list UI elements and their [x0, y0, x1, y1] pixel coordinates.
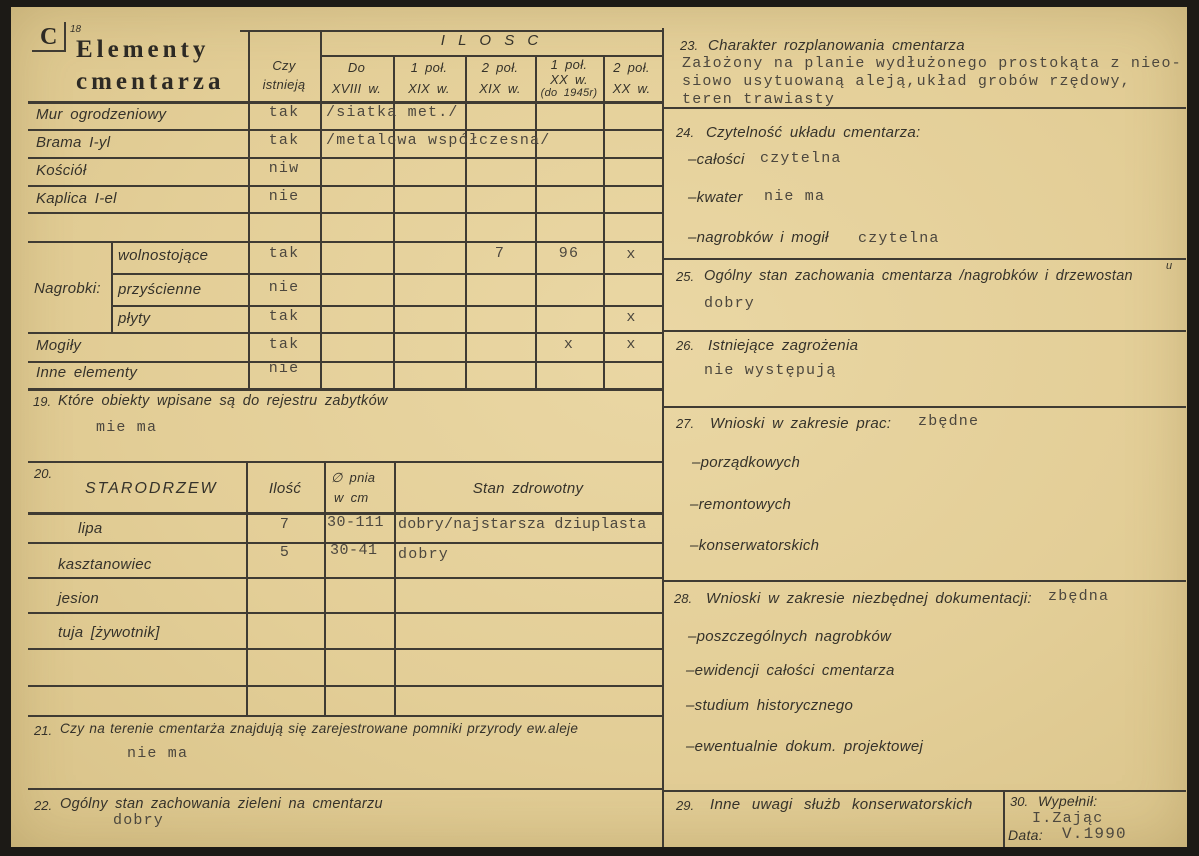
- scan-edge-bottom: [0, 847, 1199, 856]
- t1-row-line: [28, 332, 662, 334]
- s22-top-line: [28, 788, 662, 790]
- t1-bottom-line: [28, 388, 662, 391]
- s28-item4-label: –ewentualnie dokum. projektowej: [686, 738, 924, 755]
- t20-name-header: STARODRZEW: [85, 480, 218, 497]
- form-code-superscript: 18: [70, 24, 82, 35]
- t1-grouprow-label: przyścienne: [118, 281, 202, 298]
- t1-grouprow-label: wolnostojące: [118, 247, 209, 264]
- t20-row-diameter: 30-41: [330, 542, 378, 559]
- t1-col4-l1: 1 poł.: [550, 57, 588, 72]
- s21-label: Czy na terenie cmentarża znajdują się zarejestrowane pomniki przyrody ew.aleje: [60, 721, 579, 736]
- s27-label: Wnioski w zakresie prac:: [710, 415, 892, 432]
- s23-text-line3: teren trawiasty: [682, 91, 836, 108]
- t1-row-label: Kaplica I-el: [36, 190, 117, 207]
- t1-ilosc-underline: [320, 55, 662, 57]
- s25-label-superscript: u: [1166, 260, 1173, 272]
- s24-item2-answer: nie ma: [764, 188, 826, 205]
- t1-row-note: /metalowa współczesna/: [326, 132, 551, 149]
- t1-grouprow-c5: x: [626, 246, 637, 263]
- s24-item1-answer: czytelna: [760, 150, 842, 167]
- s24-bottom-line: [662, 258, 1186, 260]
- s27-number: 27.: [676, 416, 695, 431]
- t20-row-qty: 5: [279, 544, 291, 561]
- t1-row-label: Inne elementy: [36, 364, 138, 381]
- t1-grouprow-c3: 7: [494, 245, 506, 262]
- s25-label: Ogólny stan zachowania cmentarza /nagrobków i drzewostan: [704, 268, 1133, 284]
- s23-number: 23.: [680, 38, 699, 53]
- t1-row-line: [28, 212, 662, 214]
- s29-number: 29.: [676, 798, 695, 813]
- s24-item3-answer: czytelna: [858, 230, 940, 247]
- t20-health-header: Stan zdrowotny: [472, 480, 584, 497]
- s25-bottom-line: [662, 330, 1186, 332]
- t20-vline: [394, 461, 396, 717]
- t1-col1-l2: XVIII w.: [331, 81, 382, 96]
- t1-col3-l1: 2 poł.: [481, 60, 519, 75]
- t1-row-label: Mogiły: [36, 337, 82, 354]
- s30-number: 30.: [1010, 794, 1029, 809]
- t1-subrow-line: [111, 305, 662, 307]
- s21-number: 21.: [34, 723, 53, 738]
- t20-row-name: kasztanowiec: [58, 556, 152, 573]
- t1-row-c4: x: [563, 336, 575, 353]
- scan-edge-right: [1187, 0, 1199, 856]
- t1-col5-l2: XX w.: [612, 81, 651, 96]
- t1-group-label: Nagrobki:: [34, 280, 101, 297]
- t1-grouprow-exists: nie: [268, 279, 300, 296]
- s19-label: Które obiekty wpisane są do rejestru zabytków: [58, 393, 388, 409]
- t1-row-c5: x: [626, 336, 637, 353]
- s24-number: 24.: [676, 125, 695, 140]
- s27-answer: zbędne: [918, 413, 980, 430]
- center-divider: [662, 28, 664, 847]
- s19-number: 19.: [33, 394, 52, 409]
- t20-bottom-line: [28, 715, 662, 717]
- t1-row-label: Mur ogrodzeniowy: [36, 106, 167, 123]
- t1-col4-l3: (do 1945r): [540, 87, 598, 99]
- t1-row-line: [28, 361, 662, 363]
- t1-row-label: Kościół: [36, 162, 87, 179]
- t1-row-line: [28, 185, 662, 187]
- t1-row-line: [28, 157, 662, 159]
- t1-row-exists: tak: [268, 132, 300, 149]
- t20-vline: [324, 461, 326, 717]
- t1-subrow-line: [111, 273, 662, 275]
- t20-number: 20.: [34, 466, 53, 481]
- s29-label: Inne uwagi służb konserwatorskich: [710, 796, 973, 813]
- t1-row-exists: niw: [268, 160, 300, 177]
- form-code-underline: [32, 50, 65, 52]
- form-code: C: [40, 24, 58, 50]
- s28-item2-label: –ewidencji całości cmentarza: [686, 662, 895, 679]
- t1-col5-l1: 2 poł.: [613, 60, 650, 75]
- t20-row-diameter: 30-111: [327, 514, 385, 531]
- t1-row-exists: nie: [268, 188, 300, 205]
- t20-row-health: dobry: [398, 546, 450, 563]
- s28-answer: zbędna: [1048, 588, 1110, 605]
- form-code-bar: [64, 22, 66, 52]
- s24-item2-label: –kwater: [688, 189, 743, 206]
- scan-edge-top: [0, 0, 1199, 7]
- s27-item3-label: –konserwatorskich: [690, 537, 820, 554]
- s23-label: Charakter rozplanowania cmentarza: [708, 37, 965, 54]
- s30-date-label: Data:: [1008, 827, 1043, 843]
- t1-col-exists-l2: istnieją: [262, 77, 306, 92]
- t20-row-line: [28, 648, 662, 650]
- t1-vline: [465, 55, 467, 390]
- t20-row-line: [28, 685, 662, 687]
- s24-item1-label: –całości: [688, 151, 745, 168]
- s27-item1-label: –porządkowych: [692, 454, 801, 471]
- s28-item1-label: –poszczególnych nagrobków: [688, 628, 892, 645]
- t1-col3-l2: XIX w.: [479, 81, 521, 96]
- t1-row-note: /siatka met./: [326, 104, 459, 121]
- s23-text-line1: Założony na planie wydłużonego prostokąta z nieo-: [682, 55, 1182, 72]
- t1-grouprow-label: płyty: [118, 310, 151, 327]
- t1-group-vline: [111, 241, 113, 334]
- t1-row-exists: tak: [268, 104, 300, 121]
- s29-s30-divider: [1003, 790, 1005, 847]
- t20-row-name: lipa: [78, 520, 103, 537]
- t1-grouprow-c5: x: [626, 309, 637, 326]
- t1-row-exists: nie: [268, 360, 300, 377]
- t20-row-name: tuja [żywotnik]: [58, 624, 160, 641]
- form-title-line1: Elementy: [76, 36, 210, 63]
- t1-grouprow-exists: tak: [268, 308, 300, 325]
- t1-ilosc-header: I L O S C: [440, 32, 542, 49]
- t1-col-exists-l1: Czy: [272, 58, 296, 73]
- s30-filled-by: I.Zając: [1032, 810, 1104, 827]
- s26-answer: nie występują: [704, 362, 837, 379]
- t20-row-line: [28, 577, 662, 579]
- t1-row-line: [28, 241, 662, 243]
- t1-col4-l2: XX w.: [550, 72, 588, 87]
- t1-col2-l2: XIX w.: [408, 81, 450, 96]
- s28-number: 28.: [674, 591, 693, 606]
- t20-diameter-header-l1: ∅ pnia: [331, 470, 376, 485]
- t20-diameter-header-l2: w cm: [334, 490, 369, 505]
- s25-answer: dobry: [704, 295, 756, 312]
- t1-row-exists: tak: [268, 336, 300, 353]
- t20-qty-header: Ilość: [268, 480, 302, 497]
- s22-number: 22.: [34, 798, 53, 813]
- t1-row-label: Brama I-yl: [36, 134, 111, 151]
- s28-label: Wnioski w zakresie niezbędnej dokumentacji:: [706, 590, 1032, 607]
- s22-label: Ogólny stan zachowania zieleni na cmentarzu: [60, 796, 383, 812]
- t1-col2-l1: 1 poł.: [410, 60, 448, 75]
- s24-item3-label: –nagrobków i mogił: [688, 229, 829, 246]
- form-title-line2: cmentarza: [76, 68, 225, 95]
- t1-row-line: [28, 129, 662, 131]
- s26-label: Istniejące zagrożenia: [708, 337, 859, 354]
- s24-label: Czytelność układu cmentarza:: [706, 124, 921, 141]
- s25-number: 25.: [676, 269, 695, 284]
- t1-grouprow-exists: tak: [268, 245, 300, 262]
- t1-col1-l1: Do: [347, 60, 366, 75]
- s28-bottom-line: [662, 790, 1186, 792]
- s30-date-value: V.1990: [1062, 825, 1127, 843]
- t20-row-line: [28, 612, 662, 614]
- s26-number: 26.: [676, 338, 695, 353]
- scan-edge-left: [0, 0, 11, 856]
- t1-grouprow-c4: 96: [558, 245, 580, 262]
- s28-item3-label: –studium historycznego: [686, 697, 854, 714]
- s26-bottom-line: [662, 406, 1186, 408]
- t20-row-health: dobry/najstarsza dziuplasta: [398, 516, 647, 533]
- t20-row-name: jesion: [58, 590, 99, 607]
- t20-top-line: [28, 461, 662, 463]
- s21-answer: nie ma: [127, 745, 189, 762]
- s30-label: Wypełnił:: [1038, 793, 1098, 809]
- s22-answer: dobry: [113, 812, 165, 829]
- s23-text-line2: siowo usytuowaną aleją,układ grobów rzędowy,: [682, 73, 1131, 90]
- t20-vline: [246, 461, 248, 717]
- t20-row-qty: 7: [279, 516, 291, 533]
- s19-answer: mie ma: [96, 419, 158, 436]
- s27-bottom-line: [662, 580, 1186, 582]
- s27-item2-label: –remontowych: [690, 496, 792, 513]
